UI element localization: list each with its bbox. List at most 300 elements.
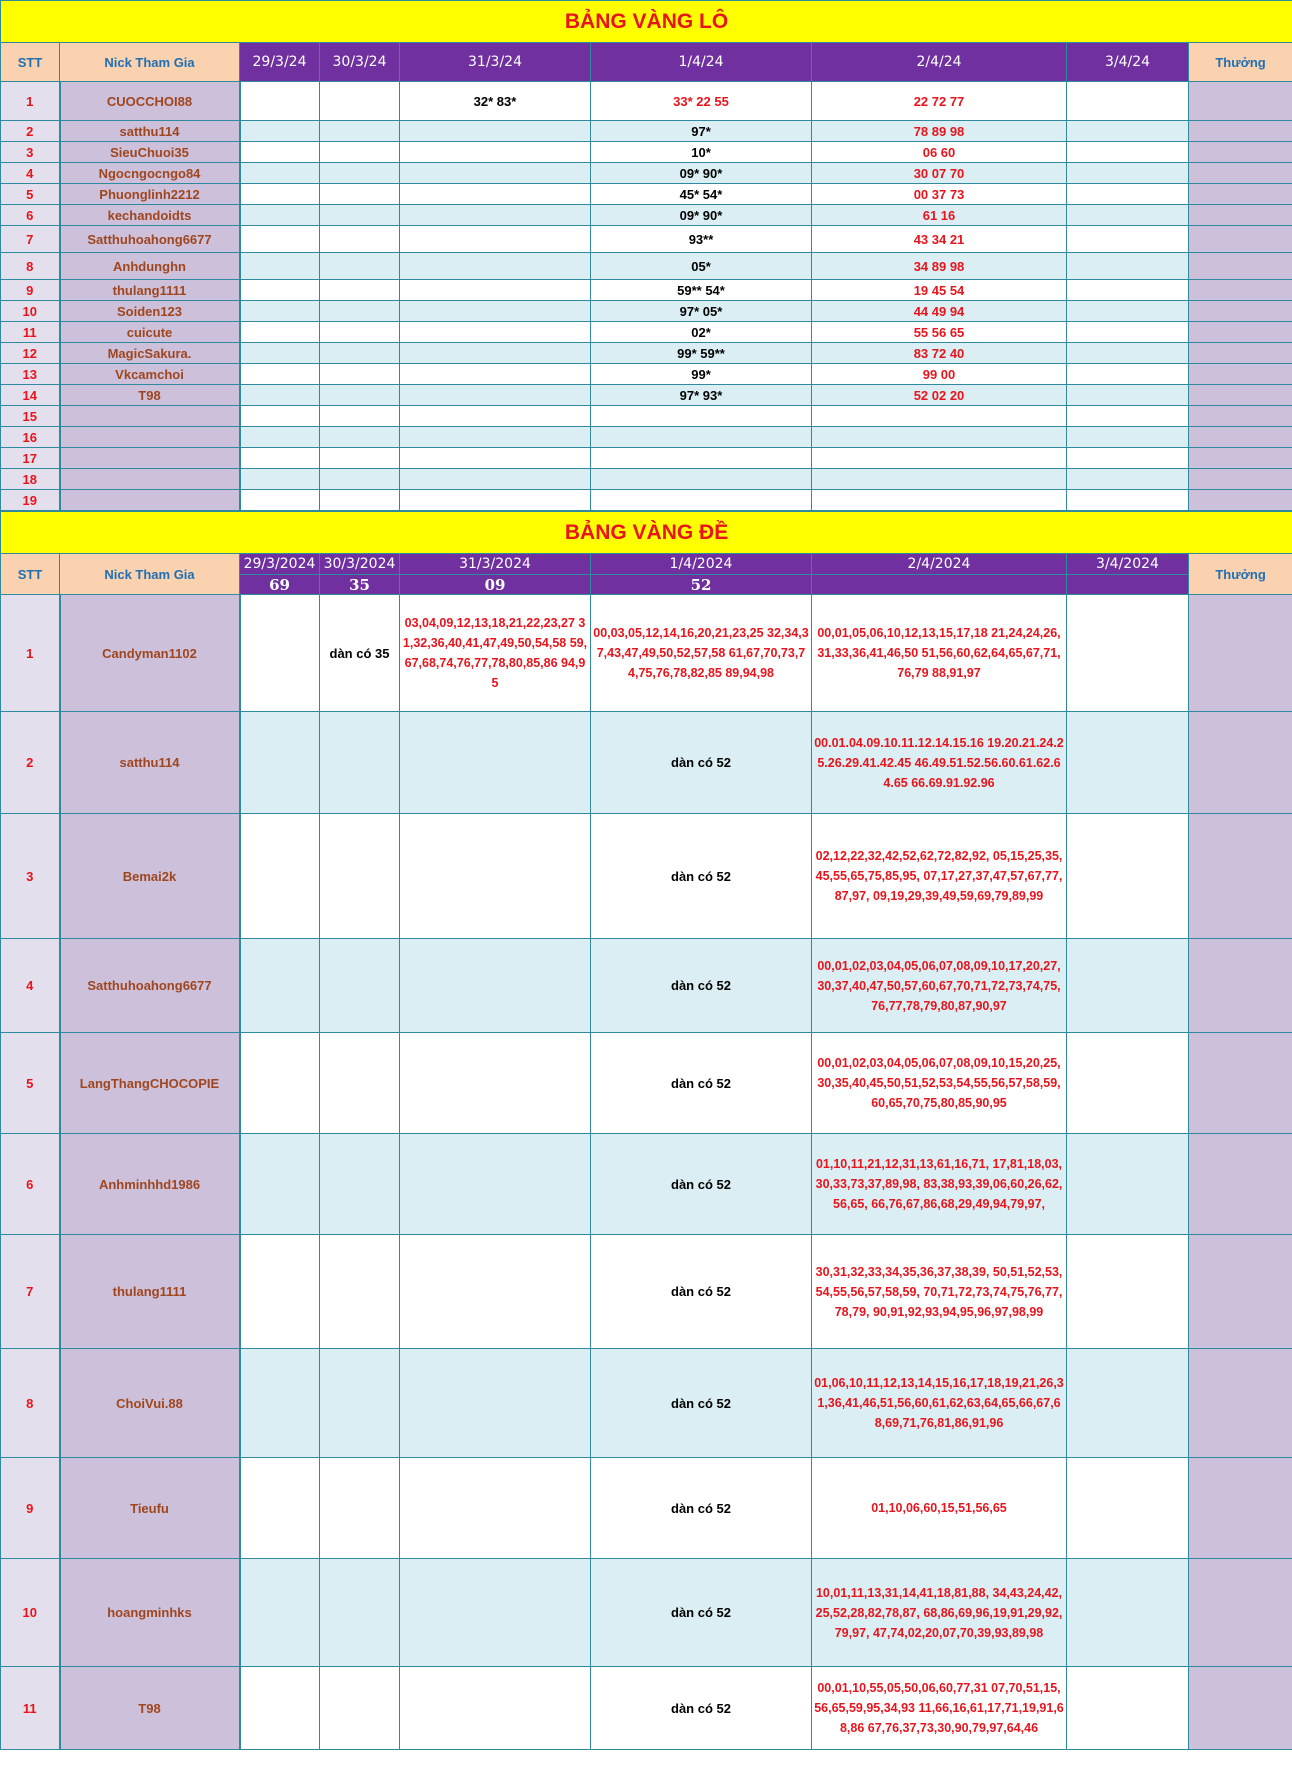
row-cell-d2	[320, 1458, 400, 1559]
row-cell-empty	[240, 1667, 320, 1750]
row-cell-d4: 99*	[591, 364, 812, 385]
row-nick: CUOCCHOI88	[60, 82, 240, 121]
lo-row	[1, 82, 1292, 121]
de-row	[1, 1559, 1292, 1667]
row-cell-d3	[400, 1667, 591, 1750]
de-result: 09	[400, 575, 591, 595]
row-nick: Phuonglinh2212	[60, 184, 240, 205]
row-prize	[1189, 205, 1292, 226]
row-prize	[1189, 142, 1292, 163]
row-cell-d4: dàn có 52	[591, 712, 812, 814]
de-header-prize: Thưởng	[1189, 554, 1292, 595]
row-cell-d4: dàn có 52	[591, 1235, 812, 1349]
row-cell-empty	[1067, 253, 1189, 280]
row-stt: 1	[1, 82, 60, 121]
row-cell-empty	[1067, 121, 1189, 142]
row-cell-empty	[240, 595, 320, 712]
row-prize	[1189, 1235, 1292, 1349]
de-row	[1, 1235, 1292, 1349]
row-cell-d4: 59** 54*	[591, 280, 812, 301]
row-stt: 6	[1, 1134, 60, 1235]
lo-row	[1, 343, 1292, 364]
row-cell-d2	[320, 1667, 400, 1750]
row-cell-d3	[400, 163, 591, 184]
row-nick: thulang1111	[60, 280, 240, 301]
row-cell-empty	[1067, 364, 1189, 385]
lo-header-stt: STT	[1, 43, 60, 82]
row-cell-d5: 01,10,06,60,15,51,56,65	[812, 1458, 1067, 1559]
row-cell-empty	[240, 280, 320, 301]
row-prize	[1189, 1667, 1292, 1750]
row-cell-d5: 30 07 70	[812, 163, 1067, 184]
row-prize	[1189, 385, 1292, 406]
de-header-date: 29/3/2024	[240, 554, 320, 575]
row-cell-d4: 97* 93*	[591, 385, 812, 406]
row-prize	[1189, 448, 1292, 469]
row-cell-empty	[320, 343, 400, 364]
row-cell-empty	[1067, 385, 1189, 406]
row-cell-d5: 00,01,05,06,10,12,13,15,17,18 21,24,24,26,31,33,36,41,46,50 51,56,60,62,64,65,67,71,76,79 88,91,97	[812, 595, 1067, 712]
row-cell-d2	[320, 814, 400, 939]
row-cell-empty	[320, 226, 400, 253]
row-cell-empty	[240, 469, 320, 490]
lo-row	[1, 385, 1292, 406]
row-cell-d4: 09* 90*	[591, 205, 812, 226]
lo-row	[1, 322, 1292, 343]
row-nick: satthu114	[60, 121, 240, 142]
row-cell-empty	[1067, 82, 1189, 121]
row-prize	[1189, 1134, 1292, 1235]
de-header-nick: Nick Tham Gia	[60, 554, 240, 595]
row-cell-empty	[240, 490, 320, 511]
de-row	[1, 1667, 1292, 1750]
row-cell-empty	[1067, 1559, 1189, 1667]
row-cell-d3	[400, 1559, 591, 1667]
row-prize	[1189, 1033, 1292, 1134]
row-cell-d3	[400, 142, 591, 163]
row-cell-empty	[1067, 322, 1189, 343]
row-nick	[60, 490, 240, 511]
row-cell-empty	[1067, 469, 1189, 490]
row-cell-d4: dàn có 52	[591, 814, 812, 939]
row-stt: 11	[1, 322, 60, 343]
row-cell-empty	[1067, 142, 1189, 163]
row-cell-empty	[1067, 490, 1189, 511]
row-cell-d5: 00 37 73	[812, 184, 1067, 205]
de-result: 35	[320, 575, 400, 595]
de-title: BẢNG VÀNG ĐỀ	[1, 512, 1292, 554]
row-cell-d5: 22 72 77	[812, 82, 1067, 121]
row-cell-d4: dàn có 52	[591, 1033, 812, 1134]
row-cell-d4: 00,03,05,12,14,16,20,21,23,25 32,34,37,43,47,49,50,52,57,58 61,67,70,73,74,75,76,78,82,85 89,94,98	[591, 595, 812, 712]
row-nick: Bemai2k	[60, 814, 240, 939]
row-cell-d3	[400, 490, 591, 511]
lo-row	[1, 490, 1292, 511]
de-row	[1, 1033, 1292, 1134]
de-row	[1, 939, 1292, 1033]
row-cell-d4	[591, 406, 812, 427]
row-cell-d4: dàn có 52	[591, 939, 812, 1033]
lo-table	[0, 0, 1292, 511]
row-nick: ChoiVui.88	[60, 1349, 240, 1458]
row-nick	[60, 406, 240, 427]
row-nick: Anhdunghn	[60, 253, 240, 280]
row-cell-empty	[240, 448, 320, 469]
row-prize	[1189, 712, 1292, 814]
row-cell-d3: 32* 83*	[400, 82, 591, 121]
row-cell-d4: 97*	[591, 121, 812, 142]
row-cell-d5: 61 16	[812, 205, 1067, 226]
row-cell-d4: 33* 22 55	[591, 82, 812, 121]
lo-row	[1, 364, 1292, 385]
row-cell-empty	[1067, 205, 1189, 226]
row-cell-d4: 99* 59**	[591, 343, 812, 364]
row-cell-empty	[320, 82, 400, 121]
row-stt: 10	[1, 1559, 60, 1667]
row-cell-empty	[240, 814, 320, 939]
row-cell-d5: 00,01,02,03,04,05,06,07,08,09,10,15,20,25,30,35,40,45,50,51,52,53,54,55,56,57,58,59,60,65,70,75,80,85,90,95	[812, 1033, 1067, 1134]
lo-row	[1, 448, 1292, 469]
row-cell-empty	[1067, 343, 1189, 364]
row-nick: T98	[60, 1667, 240, 1750]
lo-title: BẢNG VÀNG LÔ	[1, 1, 1292, 43]
row-nick: T98	[60, 385, 240, 406]
row-cell-d4: 02*	[591, 322, 812, 343]
row-prize	[1189, 184, 1292, 205]
row-stt: 19	[1, 490, 60, 511]
row-cell-d4: 97* 05*	[591, 301, 812, 322]
row-cell-empty	[240, 142, 320, 163]
row-cell-empty	[240, 301, 320, 322]
de-row	[1, 1349, 1292, 1458]
row-cell-empty	[240, 385, 320, 406]
de-result	[812, 575, 1067, 595]
row-cell-d3	[400, 712, 591, 814]
row-stt: 7	[1, 226, 60, 253]
lo-row	[1, 469, 1292, 490]
row-cell-d4: dàn có 52	[591, 1559, 812, 1667]
de-row	[1, 814, 1292, 939]
row-nick: Soiden123	[60, 301, 240, 322]
row-cell-d5: 43 34 21	[812, 226, 1067, 253]
lo-header-date: 1/4/24	[591, 43, 812, 82]
row-stt: 13	[1, 364, 60, 385]
row-nick: Anhminhhd1986	[60, 1134, 240, 1235]
lo-header-date: 2/4/24	[812, 43, 1067, 82]
row-cell-d2	[320, 1349, 400, 1458]
row-prize	[1189, 163, 1292, 184]
row-cell-d5	[812, 490, 1067, 511]
row-prize	[1189, 1559, 1292, 1667]
row-stt: 15	[1, 406, 60, 427]
row-cell-empty	[320, 121, 400, 142]
de-row	[1, 1134, 1292, 1235]
lo-row	[1, 253, 1292, 280]
row-cell-empty	[240, 1349, 320, 1458]
row-cell-empty	[240, 1559, 320, 1667]
row-cell-d5: 00,01,02,03,04,05,06,07,08,09,10,17,20,27,30,37,40,47,50,57,60,67,70,71,72,73,74,75,76,77,78,79,80,87,90,97	[812, 939, 1067, 1033]
row-cell-d4: 45* 54*	[591, 184, 812, 205]
row-cell-d5: 34 89 98	[812, 253, 1067, 280]
row-cell-d2	[320, 1033, 400, 1134]
row-stt: 9	[1, 280, 60, 301]
de-row	[1, 595, 1292, 712]
row-cell-empty	[320, 205, 400, 226]
row-cell-d4: 09* 90*	[591, 163, 812, 184]
row-stt: 2	[1, 121, 60, 142]
row-stt: 4	[1, 163, 60, 184]
row-stt: 3	[1, 814, 60, 939]
row-nick: Satthuhoahong6677	[60, 939, 240, 1033]
row-cell-d3	[400, 226, 591, 253]
row-prize	[1189, 364, 1292, 385]
row-prize	[1189, 406, 1292, 427]
row-cell-d3	[400, 1134, 591, 1235]
row-prize	[1189, 814, 1292, 939]
row-cell-empty	[240, 1033, 320, 1134]
row-cell-d3	[400, 322, 591, 343]
row-cell-empty	[320, 184, 400, 205]
row-stt: 3	[1, 142, 60, 163]
row-cell-d3: 03,04,09,12,13,18,21,22,23,27 31,32,36,40,41,47,49,50,54,58 59,67,68,74,76,77,78,80,85,86 94,95	[400, 595, 591, 712]
row-prize	[1189, 226, 1292, 253]
row-cell-d3	[400, 448, 591, 469]
row-cell-d5: 78 89 98	[812, 121, 1067, 142]
row-nick: Satthuhoahong6677	[60, 226, 240, 253]
row-cell-d4: 05*	[591, 253, 812, 280]
row-cell-empty	[1067, 427, 1189, 448]
row-cell-empty	[240, 406, 320, 427]
row-cell-d4	[591, 469, 812, 490]
row-cell-empty	[240, 163, 320, 184]
row-nick: LangThangCHOCOPIE	[60, 1033, 240, 1134]
row-cell-d5: 19 45 54	[812, 280, 1067, 301]
row-nick: satthu114	[60, 712, 240, 814]
row-cell-d4: dàn có 52	[591, 1667, 812, 1750]
row-cell-d4: dàn có 52	[591, 1349, 812, 1458]
lo-header-nick: Nick Tham Gia	[60, 43, 240, 82]
row-cell-d4: 93**	[591, 226, 812, 253]
row-nick	[60, 448, 240, 469]
row-cell-d3	[400, 1033, 591, 1134]
row-cell-d5: 00,01,10,55,05,50,06,60,77,31 07,70,51,15,56,65,59,95,34,93 11,66,16,61,17,71,19,91,68,86 67,76,37,73,30,90,79,97,64,46	[812, 1667, 1067, 1750]
row-cell-d3	[400, 385, 591, 406]
row-cell-d4: dàn có 52	[591, 1134, 812, 1235]
row-cell-d3	[400, 406, 591, 427]
lo-row	[1, 121, 1292, 142]
row-cell-empty	[1067, 163, 1189, 184]
de-result: 69	[240, 575, 320, 595]
row-cell-d4	[591, 427, 812, 448]
de-row	[1, 1458, 1292, 1559]
row-cell-d4: 10*	[591, 142, 812, 163]
row-nick: hoangminhks	[60, 1559, 240, 1667]
row-prize	[1189, 939, 1292, 1033]
row-prize	[1189, 322, 1292, 343]
row-prize	[1189, 427, 1292, 448]
row-stt: 8	[1, 1349, 60, 1458]
row-stt: 1	[1, 595, 60, 712]
lo-header-date: 30/3/24	[320, 43, 400, 82]
row-cell-d5: 00.01.04.09.10.11.12.14.15.16 19.20.21.24.25.26.29.41.42.45 46.49.51.52.56.60.61.62.64.65 66.69.91.92.96	[812, 712, 1067, 814]
lo-body	[1, 82, 1292, 511]
row-prize	[1189, 595, 1292, 712]
row-cell-empty	[240, 427, 320, 448]
lo-row	[1, 280, 1292, 301]
row-cell-empty	[240, 343, 320, 364]
row-cell-empty	[1067, 301, 1189, 322]
row-cell-empty	[240, 322, 320, 343]
row-prize	[1189, 301, 1292, 322]
row-stt: 2	[1, 712, 60, 814]
lo-row	[1, 406, 1292, 427]
row-cell-empty	[1067, 1667, 1189, 1750]
lo-row	[1, 184, 1292, 205]
row-stt: 11	[1, 1667, 60, 1750]
row-cell-d3	[400, 469, 591, 490]
row-prize	[1189, 469, 1292, 490]
row-stt: 9	[1, 1458, 60, 1559]
row-cell-d5: 83 72 40	[812, 343, 1067, 364]
row-cell-d3	[400, 121, 591, 142]
row-cell-d3	[400, 280, 591, 301]
row-cell-d3	[400, 205, 591, 226]
row-cell-empty	[1067, 1033, 1189, 1134]
de-header-date: 2/4/2024	[812, 554, 1067, 575]
row-cell-empty	[240, 253, 320, 280]
row-prize	[1189, 253, 1292, 280]
row-stt: 16	[1, 427, 60, 448]
row-cell-empty	[1067, 226, 1189, 253]
row-stt: 18	[1, 469, 60, 490]
row-cell-empty	[240, 1458, 320, 1559]
row-nick: kechandoidts	[60, 205, 240, 226]
row-cell-empty	[320, 406, 400, 427]
de-table	[0, 511, 1292, 1750]
row-cell-d3	[400, 184, 591, 205]
row-cell-empty	[1067, 406, 1189, 427]
row-cell-empty	[1067, 1134, 1189, 1235]
row-cell-empty	[1067, 814, 1189, 939]
de-row	[1, 712, 1292, 814]
de-header-date: 3/4/2024	[1067, 554, 1189, 575]
row-cell-empty	[320, 163, 400, 184]
lo-row	[1, 163, 1292, 184]
de-header-date: 1/4/2024	[591, 554, 812, 575]
row-cell-empty	[1067, 939, 1189, 1033]
lo-header-date: 29/3/24	[240, 43, 320, 82]
row-cell-d3	[400, 939, 591, 1033]
row-cell-empty	[240, 364, 320, 385]
de-body	[1, 595, 1292, 1750]
row-cell-d5	[812, 469, 1067, 490]
row-cell-d4	[591, 448, 812, 469]
row-cell-d5: 30,31,32,33,34,35,36,37,38,39, 50,51,52,53,54,55,56,57,58,59, 70,71,72,73,74,75,76,77,78,79, 90,91,92,93,94,95,96,97,98,99	[812, 1235, 1067, 1349]
lo-header-prize: Thưởng	[1189, 43, 1292, 82]
lo-header-date: 31/3/24	[400, 43, 591, 82]
row-cell-empty	[320, 427, 400, 448]
row-cell-empty	[240, 939, 320, 1033]
row-cell-d2	[320, 939, 400, 1033]
row-stt: 8	[1, 253, 60, 280]
row-cell-empty	[1067, 712, 1189, 814]
row-stt: 12	[1, 343, 60, 364]
row-cell-d5	[812, 448, 1067, 469]
row-nick: Candyman1102	[60, 595, 240, 712]
row-nick: SieuChuoi35	[60, 142, 240, 163]
row-cell-d5	[812, 406, 1067, 427]
row-stt: 7	[1, 1235, 60, 1349]
row-cell-empty	[1067, 448, 1189, 469]
row-cell-d5: 10,01,11,13,31,14,41,18,81,88, 34,43,24,42,25,52,28,82,78,87, 68,86,69,96,19,91,29,92,79,97, 47,74,02,20,07,70,39,93,89,98	[812, 1559, 1067, 1667]
lo-header-date: 3/4/24	[1067, 43, 1189, 82]
row-cell-d5: 01,10,11,21,12,31,13,61,16,71, 17,81,18,03,30,33,73,37,89,98, 83,38,93,39,06,60,26,62,56,65, 66,76,67,86,68,29,49,94,79,97,	[812, 1134, 1067, 1235]
row-cell-d3	[400, 1458, 591, 1559]
row-cell-empty	[240, 226, 320, 253]
row-nick: Vkcamchoi	[60, 364, 240, 385]
row-cell-d5	[812, 427, 1067, 448]
row-prize	[1189, 343, 1292, 364]
row-nick: MagicSakura.	[60, 343, 240, 364]
lo-row	[1, 301, 1292, 322]
row-cell-d2: dàn có 35	[320, 595, 400, 712]
row-nick: Tieufu	[60, 1458, 240, 1559]
row-cell-d3	[400, 814, 591, 939]
row-cell-empty	[320, 142, 400, 163]
row-cell-empty	[320, 322, 400, 343]
de-header-stt: STT	[1, 554, 60, 595]
de-result	[1067, 575, 1189, 595]
lo-row	[1, 142, 1292, 163]
row-prize	[1189, 82, 1292, 121]
row-nick: thulang1111	[60, 1235, 240, 1349]
row-stt: 14	[1, 385, 60, 406]
row-cell-d3	[400, 253, 591, 280]
row-cell-empty	[1067, 184, 1189, 205]
row-cell-empty	[240, 1235, 320, 1349]
row-cell-d2	[320, 1134, 400, 1235]
row-cell-empty	[240, 121, 320, 142]
row-nick	[60, 427, 240, 448]
row-stt: 5	[1, 184, 60, 205]
row-cell-empty	[320, 364, 400, 385]
row-cell-empty	[320, 490, 400, 511]
row-prize	[1189, 121, 1292, 142]
row-cell-empty	[240, 184, 320, 205]
row-cell-empty	[240, 712, 320, 814]
row-cell-d3	[400, 343, 591, 364]
row-prize	[1189, 490, 1292, 511]
row-cell-d3	[400, 1235, 591, 1349]
row-cell-empty	[320, 280, 400, 301]
row-cell-empty	[1067, 1458, 1189, 1559]
row-cell-empty	[240, 82, 320, 121]
lo-row	[1, 226, 1292, 253]
row-stt: 4	[1, 939, 60, 1033]
row-cell-d3	[400, 427, 591, 448]
row-stt: 10	[1, 301, 60, 322]
row-cell-empty	[1067, 1235, 1189, 1349]
row-cell-empty	[1067, 280, 1189, 301]
row-nick: cuicute	[60, 322, 240, 343]
row-cell-d5: 99 00	[812, 364, 1067, 385]
row-cell-d5: 06 60	[812, 142, 1067, 163]
row-cell-d5: 02,12,22,32,42,52,62,72,82,92, 05,15,25,35,45,55,65,75,85,95, 07,17,27,37,47,57,67,77,87,97, 09,19,29,39,49,59,69,79,89,99	[812, 814, 1067, 939]
row-cell-empty	[240, 1134, 320, 1235]
row-cell-d4	[591, 490, 812, 511]
row-cell-d5: 01,06,10,11,12,13,14,15,16,17,18,19,21,26,31,36,41,46,51,56,60,61,62,63,64,65,66,67,68,69,71,76,81,86,91,96	[812, 1349, 1067, 1458]
row-cell-empty	[320, 385, 400, 406]
